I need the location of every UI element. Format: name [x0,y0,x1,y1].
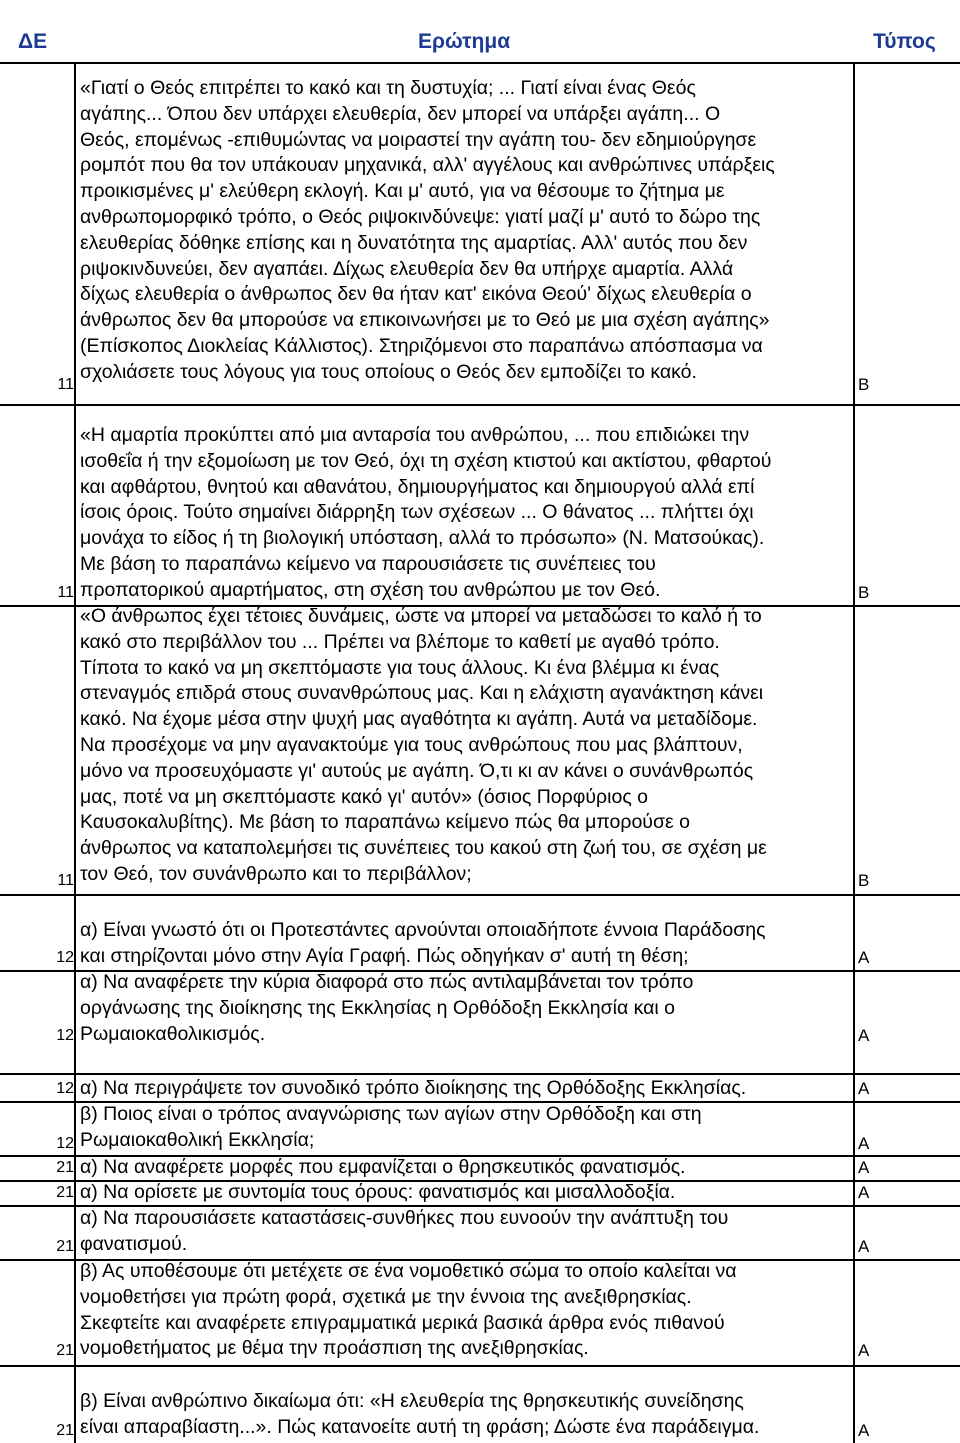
row-number: 21 [56,1342,74,1359]
row-type: Α [858,1237,870,1256]
question-text: β) Ποιος είναι ο τρόπος αναγνώρισης των αγίων στην Ορθόδοξη και στη Ρωμαιοκαθολική Εκκλησία; [80,1103,702,1151]
row-type: Α [858,1421,870,1440]
question-text: β) Είναι ανθρώπινο δικαίωμα ότι: «Η ελευθερία της θρησκευτικής συνείδησης είναι απαραβίαστη...». Πώς κατανοείτε αυτή τη φράση; Δώστε ένα παράδειγμα. [80,1390,760,1438]
question-text: α) Να αναφέρετε μορφές που εμφανίζεται ο θρησκευτικός φανατισμός. [80,1156,686,1178]
row-type: Β [858,375,870,394]
question-text: α) Να περιγράψετε τον συνοδικό τρόπο διοίκησης της Ορθόδοξης Εκκλησίας. [80,1077,747,1099]
row-divider [0,1365,960,1367]
row-divider [0,1073,960,1075]
question-text: α) Να παρουσιάσετε καταστάσεις-συνθήκες που ευνοούν την ανάπτυξη του φανατισμού. [80,1207,729,1255]
row-divider [0,894,960,896]
row-number: 11 [57,584,74,601]
row-number: 12 [56,1080,74,1097]
row-number: 12 [56,1135,74,1152]
column-divider-left [74,62,76,1443]
question-text: β) Ας υποθέσουμε ότι μετέχετε σε ένα νομοθετικό σώμα το οποίο καλείται να νομοθετήσει για πρώτη φορά, σχετικά με την έννοια της ανεξιθρησκίας. Σκεφτείτε και αναφέρετε επιγραμματικά μερικά βασικά άρθρα ενός πιθανού νομοθετήματος με θέμα την προάσπιση της ανεξιθρησκίας. [80,1260,737,1360]
question-text: «Γιατί ο Θεός επιτρέπει το κακό και τη δυστυχία; ... Γιατί είναι ένας Θεός αγάπης... Όπου δεν υπάρχει ελευθερία, δεν μπορεί να υπάρξει αγάπη... Ο Θεός, επομένως -επιθυμώντας να μοιραστεί την αγάπη του- δεν εδημιούργησε ρομπότ που θα τον υπάκουαν μηχανικά, αλλ' αγγέλους και ανθρώπινες υπάρξεις προικισμένες μ' ελεύθερη εκλογή. Και μ' αυτό, για να θέσουμε το ζήτημα με ανθρωπομορφικό τρόπο, ο Θεός ριψοκινδύνεψε: γιατί μαζί μ' αυτό το δώρο της ελευθερίας δόθηκε επίσης και η δυνατότητα της αμαρτίας. Αλλ' αυτός που δεν ριψοκινδυνεύει, δεν αγαπάει. Δίχως ελευθερία δεν θα υπήρχε αμαρτία. Αλλά δίχως ελευθερία ο άνθρωπος δεν θα ήταν κατ' εικόνα Θεού' δίχως ελευθερία ο άνθρωπος δεν θα μπορούσε να επικοινωνήσει με το Θεό με μια σχέση αγάπης» (Επίσκοπος Διοκλείας Κάλλιστος). Στηριζόμενοι στο παραπάνω απόσπασμα να σχολιάσετε τους λόγους για τους οποίους ο Θεός δεν εμποδίζει το κακό. [80,77,775,383]
header-type: Τύπος [873,30,936,53]
question-text: α) Είναι γνωστό ότι οι Προτεστάντες αρνούνται οποιαδήποτε έννοια Παράδοσης και στηρίζονται μόνο στην Αγία Γραφή. Πώς οδηγήκαν σ' αυτή τη θέση; [80,919,766,967]
header-de: ΔΕ [18,30,48,53]
question-text: α) Να αναφέρετε την κύρια διαφορά στο πώς αντιλαμβάνεται τον τρόπο οργάνωσης της διοίκησης της Εκκλησίας η Ορθόδοξη Εκκλησία και ο Ρωμαιοκαθολικισμός. [80,971,694,1045]
row-type: Α [858,948,870,967]
row-type: Β [858,583,870,602]
row-type: Α [858,1158,870,1177]
row-number: 21 [56,1184,74,1201]
question-text: «Η αμαρτία προκύπτει από μια ανταρσία του ανθρώπου, ... που επιδιώκει την ισοθεΐα ή την εξομοίωση με τον Θεό, όχι τη σχέση κτιστού και ακτίστου, φθαρτού και αφθάρτου, θνητού και αθανάτου, δημιουργήματος και δημιουργού αλλά επί ίσοις όροις. Τούτο σημαίνει διάρρηξη των σχέσεων ... Ο θάνατος ... πλήττει όχι μονάχα το είδος ή τη βιολογική υπόσταση, αλλά το πρόσωπο» (Ν. Ματσούκας). Με βάση το παραπάνω κείμενο να παρουσιάσετε τις συνέπειες του προπατορικού αμαρτήματος, στη σχέση του ανθρώπου με τον Θεό. [80,424,772,601]
question-text: α) Να ορίσετε με συντομία τους όρους: φανατισμός και μισαλλοδοξία. [80,1181,676,1203]
row-number: 11 [57,376,74,393]
row-number: 21 [56,1159,74,1176]
row-type: Α [858,1026,870,1045]
row-type: Α [858,1341,870,1360]
table-header [0,0,960,66]
row-number: 11 [57,872,74,889]
row-number: 12 [56,949,74,966]
header-question: Ερώτημα [418,30,511,53]
row-type: Α [858,1134,870,1153]
row-number: 21 [56,1238,74,1255]
row-number: 21 [56,1422,74,1439]
row-divider [0,404,960,406]
question-text: «Ο άνθρωπος έχει τέτοιες δυνάμεις, ώστε να μπορεί να μεταδώσει το καλό ή το κακό στο περιβάλλον του ... Πρέπει να βλέπομε το καθετί με αγαθό τρόπο. Τίποτα το κακό να μη σκεπτόμαστε για τους άλλους. Κι ένα βλέμμα κι ένας στεναγμός επιδρά στους συνανθρώπους μας. Και η ελάχιστη αγανάκτηση κάνει κακό. Να έχομε μέσα στην ψυχή μας αγαθότητα κι αγάπη. Αυτά να μεταδίδομε. Να προσέχομε να μην αγανακτούμε για τους ανθρώπους που μας βλάπτουν, μόνο να προσευχόμαστε γι' αυτούς με αγάπη. Ό,τι κι αν κάνει ο συνάνθρωπός μας, ποτέ να μη σκεπτόμαστε κακό γι' αυτόν» (όσιος Πορφύριος ο Καυσοκαλυβίτης). Με βάση το παραπάνω κείμενο πώς θα μπορούσε ο άνθρωπος να καταπολεμήσει τις συνέπειες του κακού στη ζωή του, σε σχέση με τον Θεό, τον συνάνθρωπο και το περιβάλλον; [80,605,767,885]
row-number: 12 [56,1027,74,1044]
row-type: Α [858,1079,870,1098]
row-type: Α [858,1183,870,1202]
row-type: Β [858,871,870,890]
header-rule [0,62,960,64]
